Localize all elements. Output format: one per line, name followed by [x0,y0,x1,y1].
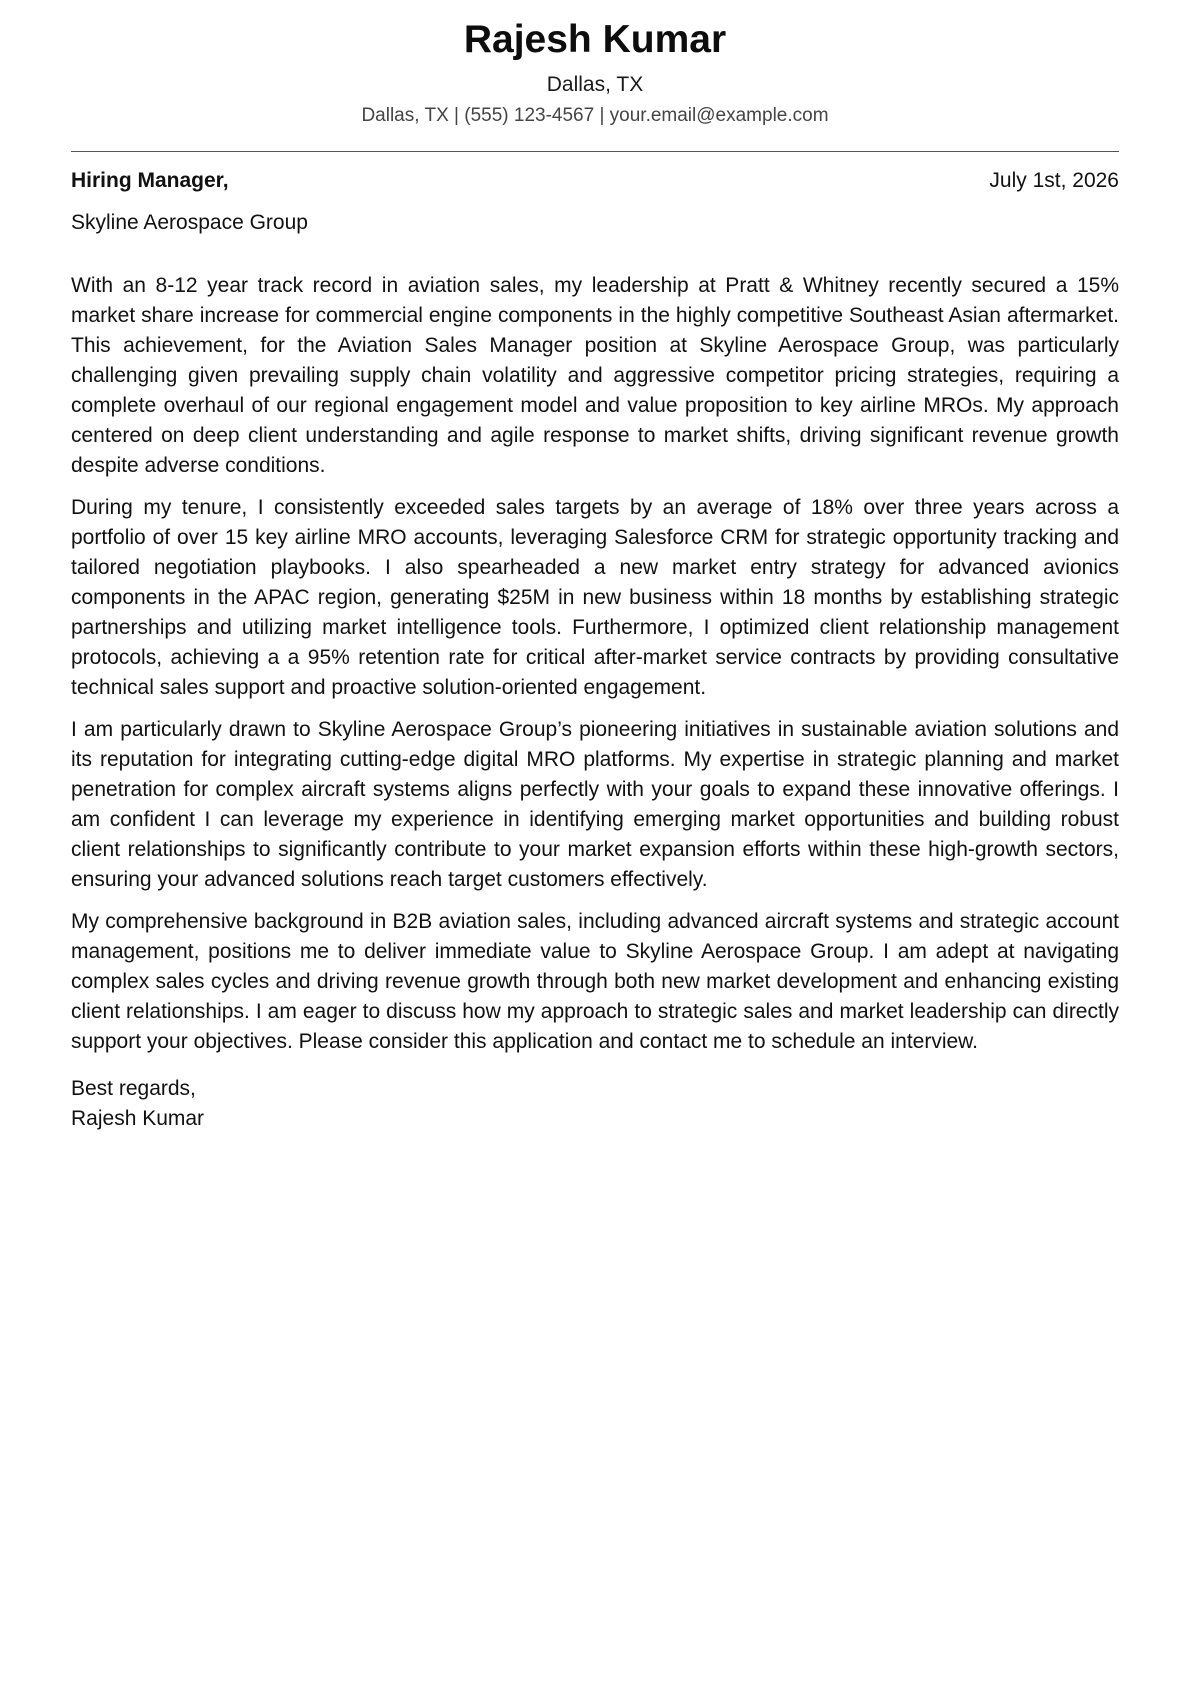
header-divider [71,151,1119,152]
body-paragraph: During my tenure, I consistently exceeded sales targets by an average of 18% over three years across a portfolio of over 15 key airline MRO accounts, leveraging Salesforce CRM for strategic opportunity tracking and tailored negotiation playbooks. I also spearheaded a new market entry strategy for advanced avionics components in the APAC region, generating $25M in new business within 18 months by establishing strategic partnerships and utilizing market intelligence tools. Furthermore, I optimized client relationship management protocols, achieving a a 95% retention rate for critical after-market service contracts by providing consultative technical sales support and proactive solution-oriented engagement. [71,496,1119,699]
recipient: Hiring Manager, [71,169,229,192]
body-paragraph: I am particularly drawn to Skyline Aerospace Group’s pioneering initiatives in sustainable aviation solutions and its reputation for integrating cutting-edge digital MRO platforms. My expertise in strategic planning and market penetration for complex aircraft systems aligns perfectly with your goals to expand these innovative offerings. I am confident I can leverage my experience in identifying emerging market opportunities and building robust client relationships to significantly contribute to your market expansion efforts within these high-growth sectors, ensuring your advanced solutions reach target customers effectively. [71,718,1119,891]
applicant-location: Dallas, TX [546,73,644,96]
salutation-date-row [71,168,1119,194]
letter-body [71,271,1119,1057]
body-paragraph: With an 8-12 year track record in aviation sales, my leadership at Pratt & Whitney recently secured a 15% market share increase for commercial engine components in the highly competitive Southeast Asian aftermarket. This achievement, for the Aviation Sales Manager position at Skyline Aerospace Group, was particularly challenging given prevailing supply chain volatility and aggressive competitor pricing strategies, requiring a complete overhaul of our regional engagement model and value proposition to key airline MROs. My approach centered on deep client understanding and agile response to market shifts, driving significant revenue growth despite adverse conditions. [71,274,1119,477]
letter-closing [71,1074,1119,1134]
applicant-contact-line: Dallas, TX | (555) 123-4567 | your.email@example.com [361,105,829,126]
signature-name: Rajesh Kumar [71,1107,205,1130]
letter-header [71,0,1119,128]
company-name: Skyline Aerospace Group [71,211,308,234]
applicant-name: Rajesh Kumar [463,18,727,61]
closing-phrase: Best regards, [71,1077,196,1100]
body-paragraph: My comprehensive background in B2B aviation sales, including advanced aircraft systems and strategic account management, positions me to deliver immediate value to Skyline Aerospace Group. I am adept at navigating complex sales cycles and driving revenue growth through both new market development and enhancing existing client relationships. I am eager to discuss how my approach to strategic sales and market leadership can directly support your objectives. Please consider this application and contact me to schedule an interview. [71,910,1119,1053]
letter-date: July 1st, 2026 [989,169,1119,192]
